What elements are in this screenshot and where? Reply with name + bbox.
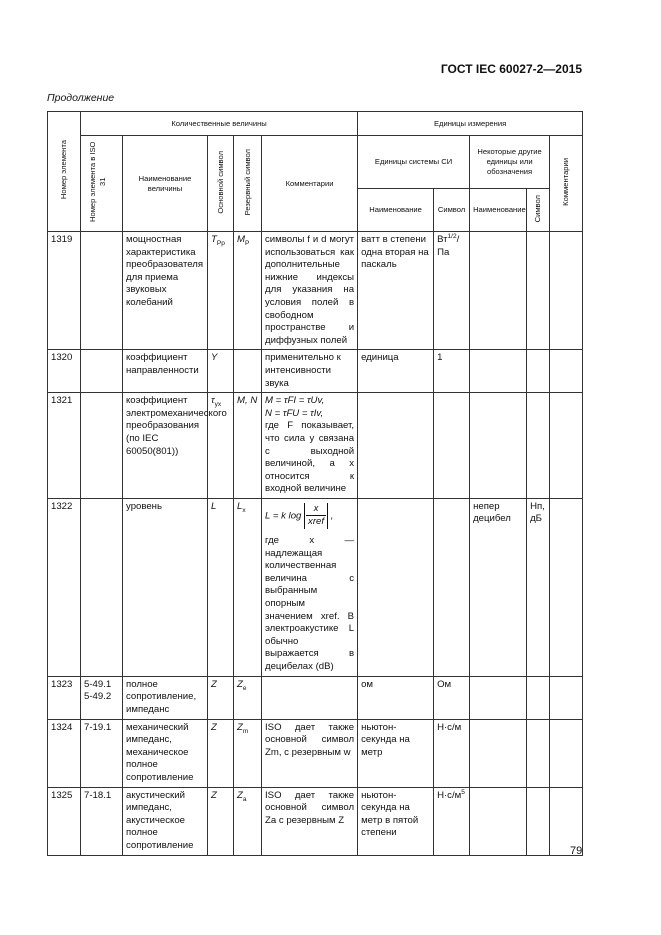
- table-row: [48, 676, 583, 719]
- row-other-name: [470, 350, 527, 393]
- header-units: Единицы измерения: [358, 112, 583, 136]
- formula-m: M = τFI = τUv,: [265, 395, 325, 407]
- row-unit-comment: [550, 232, 583, 350]
- row-other-name: [470, 393, 527, 499]
- header-name: Наименование величины: [123, 136, 208, 232]
- row-other-name: [470, 787, 527, 855]
- header-other-symbol: Символ: [527, 188, 550, 231]
- row-reserve-symbol: [234, 350, 262, 393]
- row-si-symbol: 1: [434, 350, 470, 393]
- header-si-symbol: Символ: [434, 188, 470, 231]
- header-quantities: Количественные величины: [81, 112, 358, 136]
- row-si-symbol: $Н\cdot с/м^5$: [434, 787, 470, 855]
- row-comment: символы f и d могут использоваться как дополнительные нижние индексы для указания на условия полей в свободном пространстве и диффузных полей: [262, 232, 358, 350]
- row-si-symbol: Н·с/м: [434, 719, 470, 787]
- row-name: уровень: [123, 498, 208, 676]
- row-iso: 7-18.1: [81, 787, 123, 855]
- row-comment: ISO дает также основной символ Zm, с резервным w: [262, 719, 358, 787]
- table-row: [48, 393, 583, 499]
- row-main-symbol: $T_{Pp}$: [208, 232, 234, 350]
- header-item-number: Номер элемента: [48, 112, 81, 232]
- row-si-symbol: $Вт^{1/2}/Па$: [434, 232, 470, 350]
- row-name: механический импеданс, механическое полное сопротивление: [123, 719, 208, 787]
- row-name: полное сопротивление, импеданс: [123, 676, 208, 719]
- row-main-symbol: Z: [208, 719, 234, 787]
- row-main-symbol: Y: [208, 350, 234, 393]
- header-comments: Комментарии: [262, 136, 358, 232]
- row-reserve-symbol: $Z_m$: [234, 719, 262, 787]
- row-other-symbol: Нп, дБ: [527, 498, 550, 676]
- row-si-name: единица: [358, 350, 434, 393]
- row-unit-comment: [550, 676, 583, 719]
- row-si-name: [358, 393, 434, 499]
- row-reserve-symbol: $Z_a$: [234, 787, 262, 855]
- row-iso: [81, 232, 123, 350]
- row-number: 1319: [48, 232, 81, 350]
- header-unit-comments: Комментарии: [550, 136, 583, 232]
- row-si-name: ом: [358, 676, 434, 719]
- row-name: коэффициент направленности: [123, 350, 208, 393]
- table-row: [48, 719, 583, 787]
- row-number: 1324: [48, 719, 81, 787]
- row-reserve-symbol: $L_x$: [234, 498, 262, 676]
- page-number: 79: [570, 845, 583, 857]
- row-si-symbol: [434, 498, 470, 676]
- row-iso: [81, 393, 123, 499]
- row-number: 1321: [48, 393, 81, 499]
- row-unit-comment: [550, 350, 583, 393]
- row-si-symbol: [434, 393, 470, 499]
- header-main-symbol: Основной символ: [208, 136, 234, 232]
- row-iso: 5-49.1 5-49.2: [81, 676, 123, 719]
- row-si-name: ньютон-секунда на метр в пятой степени: [358, 787, 434, 855]
- row-number: 1320: [48, 350, 81, 393]
- row-si-name: [358, 498, 434, 676]
- row-iso: 7-19.1: [81, 719, 123, 787]
- row-reserve-symbol: $Z_e$: [234, 676, 262, 719]
- row-name: коэффициент электромеханического преобразования (по IEC 60050(801)): [123, 393, 208, 499]
- row-comment: M = τFI = τUv, N = τFU = τIv, где F показывает, что сила y связана с выходной величиной, а x относится к входной величине: [262, 393, 358, 499]
- row-number: 1323: [48, 676, 81, 719]
- row-other-name: [470, 232, 527, 350]
- row-other-symbol: [527, 719, 550, 787]
- row-unit-comment: [550, 498, 583, 676]
- row-comment: [262, 676, 358, 719]
- row-other-symbol: [527, 676, 550, 719]
- level-formula: L = k log $\frac{x}{\text{xref}}$ ,: [265, 502, 334, 528]
- row-unit-comment: [550, 719, 583, 787]
- row-other-name: непер децибел: [470, 498, 527, 676]
- row-other-symbol: [527, 787, 550, 855]
- continuation-label: Продолжение: [47, 92, 115, 104]
- row-other-symbol: [527, 393, 550, 499]
- row-main-symbol: Z: [208, 787, 234, 855]
- table-row: [48, 350, 583, 393]
- quantities-table: [47, 111, 583, 856]
- row-other-symbol: [527, 350, 550, 393]
- header-other-units: Некоторые другие единицы или обозначения: [470, 136, 550, 189]
- header-other-name: Наименование: [470, 188, 527, 231]
- row-other-symbol: [527, 232, 550, 350]
- row-reserve-symbol: M, N: [234, 393, 262, 499]
- row-reserve-symbol: $M_P$: [234, 232, 262, 350]
- table-row: [48, 232, 583, 350]
- row-number: 1325: [48, 787, 81, 855]
- row-comment: применительно к интенсивности звука: [262, 350, 358, 393]
- row-number: 1322: [48, 498, 81, 676]
- row-comment: L = k log $\frac{x}{\text{xref}}$ , где x — надлежащая количественная величина с выбранным опорным значением xref. В электроакустике L обычно выражается в децибелах (dB): [262, 498, 358, 676]
- row-si-symbol: Ом: [434, 676, 470, 719]
- row-main-symbol: Z: [208, 676, 234, 719]
- row-other-name: [470, 676, 527, 719]
- row-name: акустический импеданс, акустическое полное сопротивление: [123, 787, 208, 855]
- header-si-name: Наименование: [358, 188, 434, 231]
- header-iso-number: Номер элемента в ISO 31: [81, 136, 123, 232]
- row-unit-comment: [550, 393, 583, 499]
- row-other-name: [470, 719, 527, 787]
- formula-n: N = τFU = τIv,: [265, 407, 324, 419]
- row-iso: [81, 498, 123, 676]
- header-reserve-symbol: Резервный символ: [234, 136, 262, 232]
- document-id: ГОСТ IEC 60027-2—2015: [440, 62, 582, 76]
- row-si-name: ватт в степени одна вторая на паскаль: [358, 232, 434, 350]
- row-si-name: ньютон-секунда на метр: [358, 719, 434, 787]
- table-row: [48, 787, 583, 855]
- row-name: мощностная характеристика преобразователя для приема звуковых колебаний: [123, 232, 208, 350]
- row-main-symbol: $\tau_{yx}$: [208, 393, 234, 499]
- row-iso: [81, 350, 123, 393]
- row-main-symbol: L: [208, 498, 234, 676]
- row-comment: ISO дает также основной символ Za с резервным Z: [262, 787, 358, 855]
- table-row: [48, 498, 583, 676]
- header-si-units: Единицы системы СИ: [358, 136, 470, 189]
